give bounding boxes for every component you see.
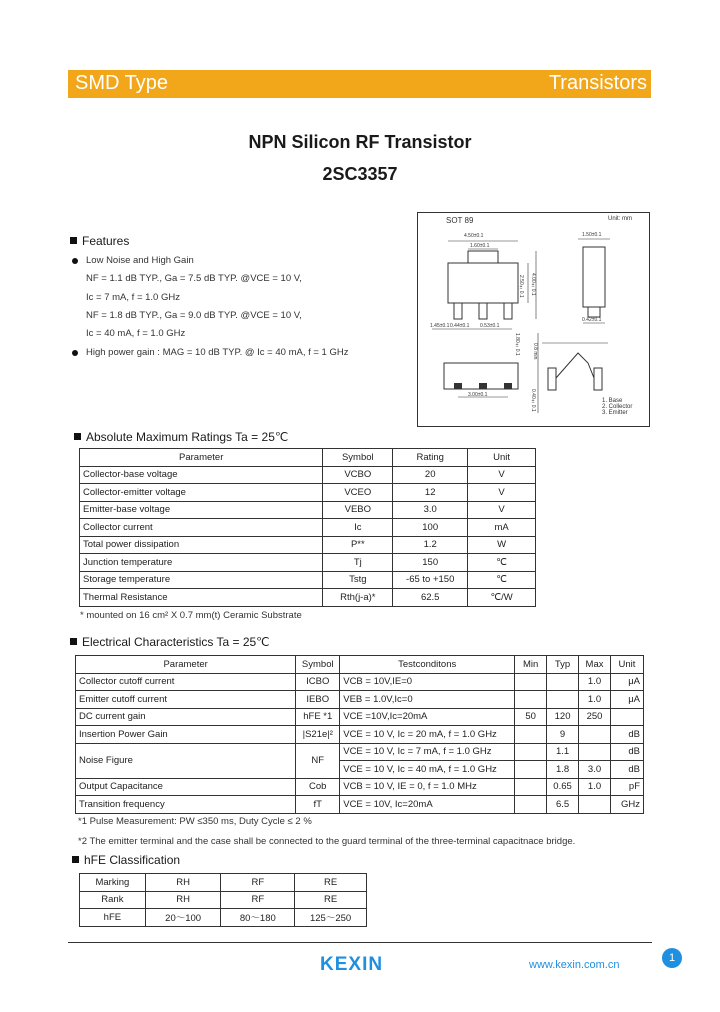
cell: DC current gain xyxy=(76,708,296,726)
cell xyxy=(547,691,579,709)
feature-item: NF = 1.1 dB TYP., Ga = 7.5 dB TYP. @VCE = 10 V, xyxy=(86,273,302,284)
abs-max-heading: Absolute Maximum Ratings Ta = 25℃ xyxy=(74,430,288,444)
cell: μA xyxy=(610,673,643,691)
cell: Cob xyxy=(296,778,340,796)
feature-item: Low Noise and High Gain xyxy=(86,255,194,266)
column-header: Parameter xyxy=(76,656,296,674)
abs-max-note: * mounted on 16 cm² X 0.7 mm(t) Ceramic Substrate xyxy=(80,610,302,621)
dim-label: 1.45±0.1 xyxy=(430,323,450,329)
feature-item: Ic = 40 mA, f = 1.0 GHz xyxy=(86,328,186,339)
table-row xyxy=(76,673,644,691)
square-bullet-icon xyxy=(70,237,77,244)
cell: 1.0 xyxy=(579,691,611,709)
table-row xyxy=(76,743,644,761)
dim-label: 3.00±0.1 xyxy=(468,392,488,398)
table-row xyxy=(76,726,644,744)
cell: VCBO xyxy=(323,466,393,484)
square-bullet-icon xyxy=(72,856,79,863)
elec-heading: Electrical Characteristics Ta = 25℃ xyxy=(70,635,270,649)
cell xyxy=(579,796,611,814)
cell: Emitter cutoff current xyxy=(76,691,296,709)
cell: Transition frequency xyxy=(76,796,296,814)
elec-table xyxy=(75,655,644,814)
cell xyxy=(547,673,579,691)
cell: Tj xyxy=(323,554,393,572)
cell: 80～180 xyxy=(221,909,295,927)
table-header-row xyxy=(76,656,644,674)
cell: Junction temperature xyxy=(80,554,323,572)
cell: 100 xyxy=(393,519,468,537)
dim-label: 1.50±0.1 xyxy=(582,232,602,238)
cell: IEBO xyxy=(296,691,340,709)
cell: 9 xyxy=(547,726,579,744)
cell: Thermal Resistance xyxy=(80,589,323,607)
column-header: Symbol xyxy=(296,656,340,674)
cell: dB xyxy=(610,726,643,744)
cell: VCE = 10 V, Ic = 40 mA, f = 1.0 GHz xyxy=(340,761,515,779)
table-row xyxy=(80,536,536,554)
cell: dB xyxy=(610,761,643,779)
bullet-icon xyxy=(72,350,78,356)
hfe-table xyxy=(79,873,367,927)
cell: 250 xyxy=(579,708,611,726)
cell xyxy=(515,673,547,691)
header-banner xyxy=(68,70,651,98)
cell: 120 xyxy=(547,708,579,726)
cell: VCEO xyxy=(323,484,393,502)
pin-label: 1. Base xyxy=(602,398,623,404)
table-row xyxy=(80,571,536,589)
cell: VEB = 1.0V,Ic=0 xyxy=(340,691,515,709)
cell xyxy=(515,796,547,814)
cell: W xyxy=(468,536,536,554)
package-unit: Unit: mm xyxy=(608,216,632,222)
cell: RH xyxy=(145,891,221,909)
pin-label: 3. Emitter xyxy=(602,410,628,416)
cell xyxy=(515,743,547,761)
table-row xyxy=(80,874,367,892)
cell: Tstg xyxy=(323,571,393,589)
package-drawing xyxy=(417,212,650,427)
page-title: NPN Silicon RF Transistor xyxy=(248,132,472,152)
cell: Total power dissipation xyxy=(80,536,323,554)
cell: 6.5 xyxy=(547,796,579,814)
cell: 1.2 xyxy=(393,536,468,554)
cell: 62.5 xyxy=(393,589,468,607)
cell: Marking xyxy=(80,874,146,892)
cell: 20～100 xyxy=(145,909,221,927)
cell: Noise Figure xyxy=(76,743,296,778)
dim-label: 0.44±0.1 xyxy=(450,323,470,329)
cell: Output Capacitance xyxy=(76,778,296,796)
cell: ICBO xyxy=(296,673,340,691)
kexin-logo: KEXIN xyxy=(320,954,384,975)
cell: P** xyxy=(323,536,393,554)
cell: μA xyxy=(610,691,643,709)
feature-item: Ic = 7 mA, f = 1.0 GHz xyxy=(86,292,180,303)
cell xyxy=(610,708,643,726)
dim-label: 4.50±0.1 xyxy=(464,233,484,239)
cell: mA xyxy=(468,519,536,537)
cell: Collector cutoff current xyxy=(76,673,296,691)
square-bullet-icon xyxy=(74,433,81,440)
cell: |S21e|² xyxy=(296,726,340,744)
feature-item: High power gain : MAG = 10 dB TYP. @ Ic = 40 mA, f = 1 GHz xyxy=(86,347,349,358)
cell: VCE =10V,Ic=20mA xyxy=(340,708,515,726)
cell: VEBO xyxy=(323,501,393,519)
table-row xyxy=(80,909,367,927)
cell: fT xyxy=(296,796,340,814)
footer-divider xyxy=(68,942,652,943)
cell: Ic xyxy=(323,519,393,537)
cell: RF xyxy=(221,874,295,892)
cell xyxy=(515,726,547,744)
cell: Collector current xyxy=(80,519,323,537)
cell: Collector-base voltage xyxy=(80,466,323,484)
abs-max-table xyxy=(79,448,536,607)
cell: VCE = 10V, Ic=20mA xyxy=(340,796,515,814)
cell xyxy=(515,691,547,709)
dim-label: 0.53±0.1 xyxy=(480,323,500,329)
cell xyxy=(515,761,547,779)
cell: Storage temperature xyxy=(80,571,323,589)
cell: V xyxy=(468,466,536,484)
cell: RE xyxy=(295,874,367,892)
cell: -65 to +150 xyxy=(393,571,468,589)
cell: Emitter-base voltage xyxy=(80,501,323,519)
page-number-badge: 1 xyxy=(662,948,682,968)
cell: V xyxy=(468,484,536,502)
cell: ℃ xyxy=(468,554,536,572)
cell: 1.8 xyxy=(547,761,579,779)
hfe-heading: hFE Classification xyxy=(72,853,180,867)
package-name: SOT 89 xyxy=(446,216,474,225)
cell: RF xyxy=(221,891,295,909)
cell: 1.0 xyxy=(579,673,611,691)
cell: VCB = 10V,IE=0 xyxy=(340,673,515,691)
table-row xyxy=(76,708,644,726)
column-header: Typ xyxy=(547,656,579,674)
dim-label: 2.50±0.1 xyxy=(518,275,524,298)
cell: 50 xyxy=(515,708,547,726)
cell: RE xyxy=(295,891,367,909)
cell: ℃/W xyxy=(468,589,536,607)
table-row xyxy=(80,501,536,519)
table-row xyxy=(80,484,536,502)
cell: Rth(j-a)* xyxy=(323,589,393,607)
doc-category: SMD Type xyxy=(75,72,168,94)
bullet-icon xyxy=(72,258,78,264)
square-bullet-icon xyxy=(70,638,77,645)
column-header: Unit xyxy=(468,449,536,467)
cell: Collector-emitter voltage xyxy=(80,484,323,502)
dim-label: 0.42±0.1 xyxy=(582,317,602,323)
dim-label: 0.8 min xyxy=(532,343,538,360)
cell: 12 xyxy=(393,484,468,502)
cell: RH xyxy=(145,874,221,892)
website-link[interactable]: www.kexin.com.cn xyxy=(529,959,620,971)
dim-label: 1.60±0.1 xyxy=(470,243,490,249)
cell: VCE = 10 V, Ic = 7 mA, f = 1.0 GHz xyxy=(340,743,515,761)
elec-note-1: *1 Pulse Measurement: PW ≤350 ms, Duty Cycle ≤ 2 % xyxy=(78,816,312,827)
cell: 3.0 xyxy=(579,761,611,779)
cell: 20 xyxy=(393,466,468,484)
cell: hFE *1 xyxy=(296,708,340,726)
cell: hFE xyxy=(80,909,146,927)
cell: 150 xyxy=(393,554,468,572)
column-header: Testconditons xyxy=(340,656,515,674)
cell: dB xyxy=(610,743,643,761)
table-row xyxy=(76,778,644,796)
cell: 3.0 xyxy=(393,501,468,519)
dim-label: 1.80±0.1 xyxy=(514,333,520,356)
table-row xyxy=(80,519,536,537)
cell: NF xyxy=(296,743,340,778)
table-row xyxy=(80,589,536,607)
cell: Rank xyxy=(80,891,146,909)
cell: 0.65 xyxy=(547,778,579,796)
cell: pF xyxy=(610,778,643,796)
table-header-row xyxy=(80,449,536,467)
column-header: Max xyxy=(579,656,611,674)
cell: VCE = 10 V, Ic = 20 mA, f = 1.0 GHz xyxy=(340,726,515,744)
column-header: Symbol xyxy=(323,449,393,467)
cell: 1.1 xyxy=(547,743,579,761)
cell xyxy=(515,778,547,796)
cell: Insertion Power Gain xyxy=(76,726,296,744)
doc-type: Transistors xyxy=(548,72,647,94)
dim-label: 4.00±0.1 xyxy=(530,273,536,296)
table-row xyxy=(76,691,644,709)
cell: GHz xyxy=(610,796,643,814)
pin-legend xyxy=(602,398,632,416)
column-header: Rating xyxy=(393,449,468,467)
cell: 125～250 xyxy=(295,909,367,927)
table-row xyxy=(80,554,536,572)
pin-label: 2. Collector xyxy=(602,404,633,410)
cell xyxy=(579,743,611,761)
table-row xyxy=(80,466,536,484)
table-row xyxy=(80,891,367,909)
cell: V xyxy=(468,501,536,519)
column-header: Min xyxy=(515,656,547,674)
features-heading: Features xyxy=(70,234,129,248)
cell: 1.0 xyxy=(579,778,611,796)
part-number: 2SC3357 xyxy=(322,164,398,184)
cell: VCB = 10 V, IE = 0, f = 1.0 MHz xyxy=(340,778,515,796)
dim-label: 0.40±0.1 xyxy=(530,389,536,412)
table-row xyxy=(76,796,644,814)
elec-note-2: *2 The emitter terminal and the case shall be connected to the guard terminal of the three-terminal capacitnace bridge. xyxy=(78,836,576,847)
column-header: Parameter xyxy=(80,449,323,467)
feature-item: NF = 1.8 dB TYP., Ga = 9.0 dB TYP. @VCE = 10 V, xyxy=(86,310,302,321)
cell xyxy=(579,726,611,744)
cell: ℃ xyxy=(468,571,536,589)
column-header: Unit xyxy=(610,656,643,674)
